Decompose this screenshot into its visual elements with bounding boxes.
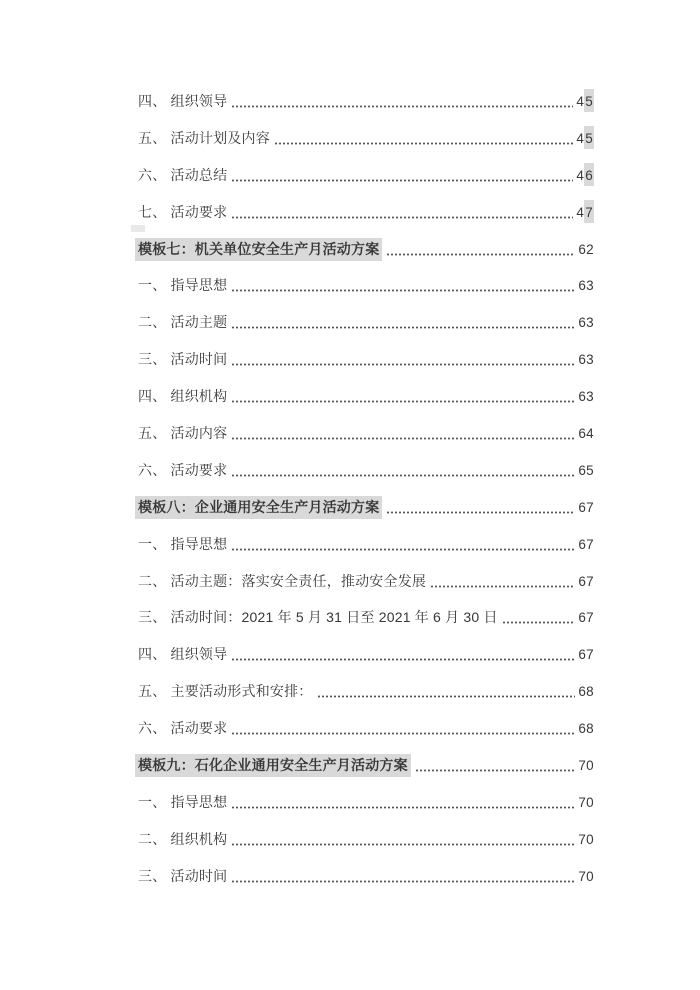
toc-entry-label: 一、 指导思想 (138, 793, 228, 810)
page-number-digits: 68 (578, 721, 594, 737)
toc-heading[interactable] (138, 489, 594, 526)
page-number-digits: 68 (578, 684, 594, 700)
toc-page-number (578, 461, 594, 480)
toc-entry-label: 七、 活动要求 (138, 203, 228, 220)
dot-leader (386, 511, 575, 514)
page-number-digits: 70 (578, 868, 594, 884)
dot-leader (415, 769, 576, 772)
toc-entry[interactable] (138, 83, 594, 120)
toc-page-number (578, 276, 594, 295)
page-number-digits: 67 (578, 499, 594, 515)
toc-entry-label: 二、 活动主题 (138, 314, 228, 331)
toc-page-number (578, 756, 594, 775)
toc-page-number (578, 830, 594, 849)
dot-leader (231, 363, 575, 366)
toc-page-number (578, 313, 594, 332)
page-number-shaded-digit: 7 (584, 200, 594, 223)
dot-leader (231, 843, 575, 846)
toc-entry-label: 四、 组织机构 (138, 388, 228, 405)
toc-entry-label: 三、 活动时间：2021 年 5 月 31 日至 2021 年 6 月 30 日 (138, 609, 498, 626)
toc-page-number (578, 867, 594, 886)
page-number-digits: 4 (576, 167, 585, 183)
page-number-digits: 70 (578, 831, 594, 847)
page-number-digits: 4 (576, 93, 585, 109)
toc-entry[interactable] (138, 157, 594, 194)
page-number-digits: 62 (578, 241, 594, 257)
toc-entry[interactable] (138, 304, 594, 341)
toc-entry[interactable] (138, 858, 594, 895)
dot-leader (231, 437, 575, 440)
toc-entry[interactable] (138, 599, 594, 636)
page-number-digits: 67 (578, 573, 594, 589)
toc-page-number (578, 498, 594, 517)
dot-leader (231, 289, 575, 292)
toc-entry-label: 三、 活动时间 (138, 351, 228, 368)
toc-heading[interactable] (138, 747, 594, 784)
dot-leader (231, 326, 575, 329)
page-number-digits: 67 (578, 647, 594, 663)
page-number-digits: 70 (578, 757, 594, 773)
page-number-shaded-digit: 6 (584, 163, 594, 186)
page-number-digits: 4 (576, 204, 585, 220)
toc-entry[interactable] (138, 673, 594, 710)
toc-page-number (576, 166, 594, 185)
toc-page-number (578, 608, 594, 627)
toc-entry-label: 模板九：石化企业通用安全生产月活动方案 (135, 754, 411, 777)
toc-page-number (578, 645, 594, 664)
toc-page-number (578, 535, 594, 554)
dot-leader (386, 253, 575, 256)
toc-entry-label: 一、 指导思想 (138, 277, 228, 294)
toc-entry[interactable] (138, 267, 594, 304)
toc-entry[interactable] (138, 526, 594, 563)
dot-leader (231, 732, 575, 735)
toc-entry-label: 模板八：企业通用安全生产月活动方案 (135, 496, 382, 519)
dot-leader (231, 548, 575, 551)
toc-entry-label: 四、 组织领导 (138, 646, 228, 663)
toc-entry-label: 二、 组织机构 (138, 830, 228, 847)
toc-entry-label: 五、 活动计划及内容 (138, 129, 270, 146)
dot-leader (274, 142, 573, 145)
toc-entry-label: 模板七：机关单位安全生产月活动方案 (135, 238, 382, 261)
toc-entry-label: 四、 组织领导 (138, 92, 228, 109)
page-number-digits: 67 (578, 610, 594, 626)
toc-page-number (576, 129, 594, 148)
toc-entry-label: 六、 活动要求 (138, 461, 228, 478)
toc-page-number (578, 572, 594, 591)
page-number-shaded-digit: 5 (584, 126, 594, 149)
page-number-digits: 63 (578, 315, 594, 331)
toc-entry-label: 六、 活动要求 (138, 720, 228, 737)
dot-leader (231, 105, 573, 108)
dot-leader (231, 216, 573, 219)
toc-heading[interactable] (138, 231, 594, 268)
toc-entry-label: 三、 活动时间 (138, 867, 228, 884)
toc-page-number (578, 719, 594, 738)
toc-entry[interactable] (138, 821, 594, 858)
toc-entry[interactable] (138, 120, 594, 157)
dot-leader (231, 474, 575, 477)
toc-entry-label: 二、 活动主题：落实安全责任，推动安全发展 (138, 572, 427, 589)
toc-entry-label: 五、 主要活动形式和安排： (138, 683, 313, 700)
toc-page-number (578, 424, 594, 443)
toc-entry[interactable] (138, 341, 594, 378)
toc-entry-label: 五、 活动内容 (138, 424, 228, 441)
toc-entry-label: 一、 指导思想 (138, 535, 228, 552)
page-number-digits: 63 (578, 352, 594, 368)
toc-entry[interactable] (138, 636, 594, 673)
page-number-digits: 64 (578, 425, 594, 441)
dot-leader (430, 585, 575, 588)
page-number-digits: 63 (578, 278, 594, 294)
dot-leader (231, 806, 575, 809)
toc-entry[interactable] (138, 563, 594, 600)
dot-leader (231, 880, 575, 883)
toc-entry[interactable] (138, 415, 594, 452)
toc-page-number (578, 793, 594, 812)
toc-page-number (578, 387, 594, 406)
toc-entry[interactable] (138, 194, 594, 231)
toc-page-number (578, 240, 594, 259)
toc-entry[interactable] (138, 378, 594, 415)
dot-leader (317, 695, 576, 698)
page-number-digits: 65 (578, 462, 594, 478)
dot-leader (231, 400, 575, 403)
page-number-digits: 67 (578, 536, 594, 552)
page-number-digits: 70 (578, 794, 594, 810)
toc-entry[interactable] (138, 784, 594, 821)
page-number-digits: 4 (576, 130, 585, 146)
dot-leader (231, 179, 573, 182)
table-of-contents (138, 83, 594, 895)
page-number-shaded-digit: 5 (584, 89, 594, 112)
toc-entry[interactable] (138, 452, 594, 489)
toc-page-number (576, 92, 594, 111)
page-number-digits: 63 (578, 389, 594, 405)
dot-leader (231, 658, 575, 661)
toc-entry[interactable] (138, 710, 594, 747)
toc-page-number (578, 350, 594, 369)
toc-page-number (576, 203, 594, 222)
dot-leader (502, 621, 576, 624)
toc-page-number (578, 682, 594, 701)
toc-entry-label: 六、 活动总结 (138, 166, 228, 183)
